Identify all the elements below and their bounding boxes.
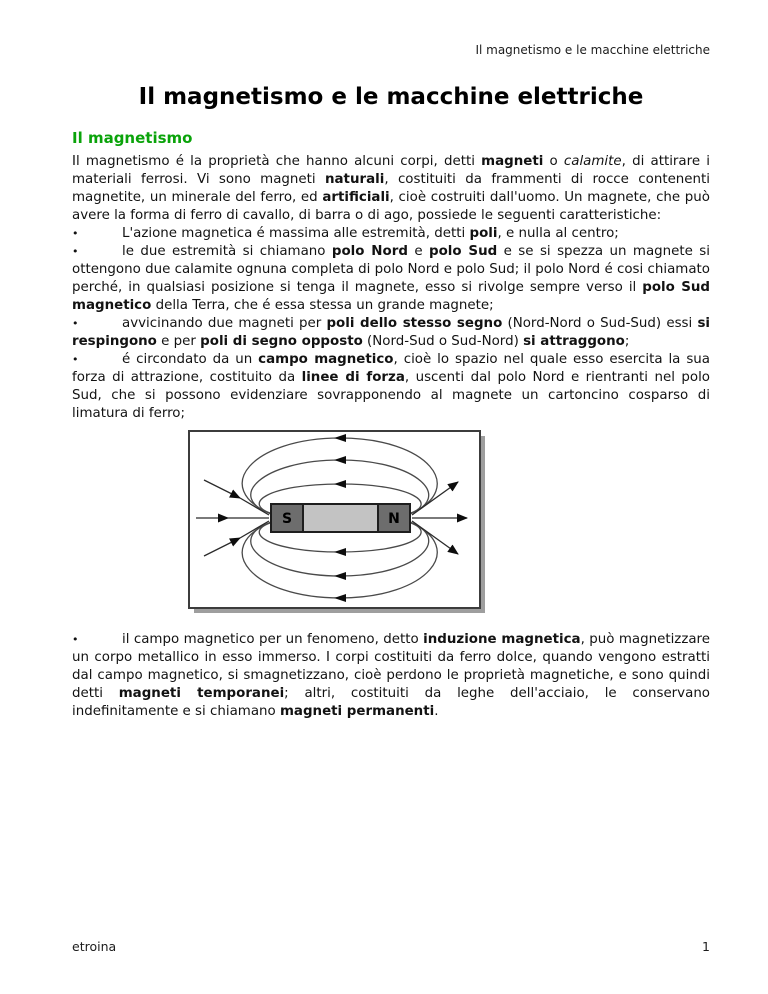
section-heading: Il magnetismo [72, 129, 193, 147]
bullet-marker-icon: • [72, 317, 79, 330]
page-footer [72, 939, 710, 954]
page-title: Il magnetismo e le macchine elettriche [138, 84, 644, 110]
footer-page-number: 1 [702, 939, 710, 954]
magnet-bar [271, 504, 410, 532]
bullet-marker-icon: • [72, 245, 79, 258]
bullet-marker-icon: • [72, 633, 79, 646]
magnet-field-figure [188, 430, 485, 613]
bullet-text: L'azione magnetica é massima alle estremità, detti poli, e nulla al centro; [122, 226, 619, 241]
bullet-item [72, 315, 710, 351]
bullet-item [72, 631, 710, 721]
bullet-item [72, 243, 710, 315]
bullet-text: le due estremità si chiamano polo Nord e polo Sud e se si spezza un magnete si ottengono due calamite ognuna completa di polo Nord e polo Sud; il polo Nord é cosi chiamato perché, in qualsiasi posizione si tenga il magnete, esso si rivolge sempre verso il polo Sud magnetico della Terra, che é essa stessa un grande magnete; [72, 244, 710, 313]
intro-paragraph: Il magnetismo é la proprietà che hanno alcuni corpi, detti magneti o calamite, di attirare i materiali ferrosi. Vi sono magneti naturali, costituiti da frammenti di rocce contenenti magnetite, un minerale del ferro, ed artificiali, cioè costruiti dall'uomo. Un magnete, che può avere la forma di ferro di cavallo, di barra o di ago, possiede le seguenti caratteristiche: [72, 154, 710, 223]
running-header: Il magnetismo e le macchine elettriche [475, 43, 710, 57]
north-pole-label: N [388, 511, 400, 527]
footer-author: etroina [72, 939, 117, 954]
bullet-item [72, 225, 710, 243]
bullet-text: é circondato da un campo magnetico, cioè lo spazio nel quale esso esercita la sua forza di attrazione, costituito da linee di forza, uscenti dal polo Nord e rientranti nel polo Sud, che si possono evidenziare sovrapponendo al magnete un cartoncino cosparso di limatura di ferro; [72, 352, 710, 421]
south-pole-label: S [281, 511, 293, 527]
bullet-marker-icon: • [72, 227, 79, 240]
bullet-marker-icon: • [72, 353, 79, 366]
magnet-field-diagram [188, 430, 485, 613]
bullet-text: il campo magnetico per un fenomeno, detto induzione magnetica, può magnetizzare un corpo metallico in esso immerso. I corpi costituiti da ferro dolce, quando vengono estratti dal campo magnetico, si smagnetizzano, cioè perdono le proprietà magnetiche, e sono quindi detti magneti temporanei; altri, costituiti da leghe dell'acciaio, le conservano indefinitamente e si chiamano magneti permanenti. [72, 632, 711, 719]
bullet-item [72, 351, 710, 423]
bullet-text: avvicinando due magneti per poli dello stesso segno (Nord-Nord o Sud-Sud) essi si respingono e per poli di segno opposto (Nord-Sud o Sud-Nord) si attraggono; [72, 316, 711, 349]
